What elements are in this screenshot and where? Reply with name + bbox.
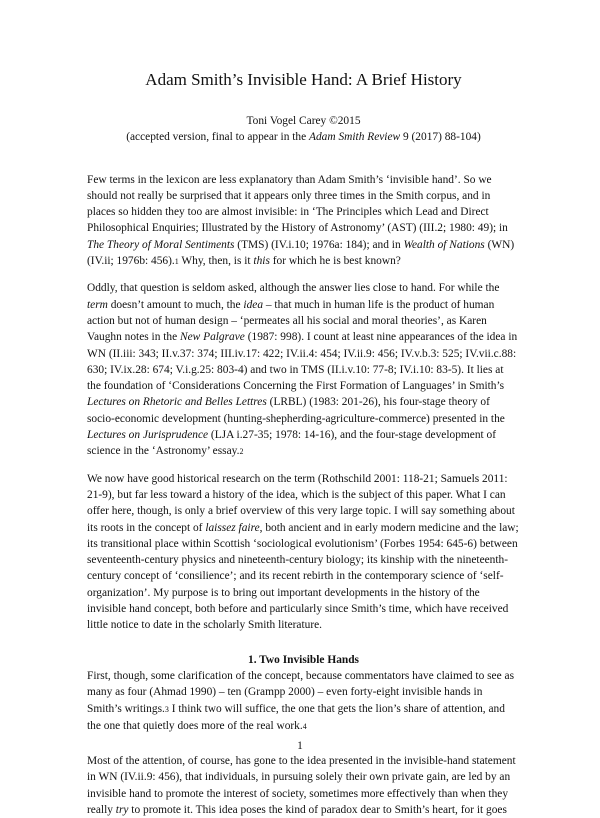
paragraph-2 (87, 280, 520, 460)
publication-note (87, 129, 520, 145)
section-heading: 1. Two Invisible Hands (248, 653, 359, 666)
text-run: (WN) (IV.ii; 1976b: 456). (87, 238, 515, 268)
paragraph-5 (87, 753, 520, 818)
italic-title: Lectures on Jurisprudence (87, 429, 209, 442)
italic-term: laissez faire (205, 521, 260, 534)
italic-emphasis: this (253, 255, 270, 268)
paragraph-4 (87, 668, 520, 735)
text-run: Oddly, that question is seldom asked, although the answer lies close to hand. For while the (87, 282, 500, 295)
text-run: We now have good historical research on the term (Rothschild 2001: 118-21; Samuels 2011: 21-9), but far less toward a history of the idea, which is the subject of this paper. What I can offer here, though, is only a brief overview of this very large topic. I will say something about its roots in the concept of (87, 472, 515, 534)
text-run: , both ancient and in early modern medicine and the law; its transitional place within Scottish ‘sociological evolutionism’ (Forbes 1954: 645-6) between seventeenth-century physics and nineteenth-century biology; its kinship with the nineteenth-century concept of ‘consilience’; and its recent rebirth in the contemporary science of ‘self-organization’. My purpose is to bring out important developments in the history of the invisible hand concept, both before and particularly since Smith’s time, which have received little notice to date in the scholarly Smith literature. (87, 521, 519, 632)
paragraph-1 (87, 172, 520, 271)
text-run: (TMS) (IV.i.10; 1976a: 184); and in (234, 238, 404, 251)
italic-title: New Palgrave (180, 331, 245, 344)
footnote-marker[interactable]: 1 (174, 257, 179, 267)
text-run: (LRBL) (1983: 201-26), his four-stage theory of socio-economic development (hunting-shepherding-agriculture-commerce) presented in the (87, 396, 505, 425)
paper-title: Adam Smith’s Invisible Hand: A Brief History (145, 70, 462, 89)
italic-title: Wealth of Nations (403, 238, 485, 251)
publication-suffix: 9 (2017) 88-104) (400, 131, 481, 144)
text-run: for which he is best known? (269, 255, 401, 268)
text-run: First, though, some clarification of the concept, because commentators have claimed to see as many as four (Ahmad 1990) – ten (Grampp 2000) – even forty-eight invisible hands in Smith’s writings. (87, 669, 515, 715)
text-run: Why, then, is it (178, 255, 254, 268)
italic-emphasis: term (87, 298, 108, 311)
text-run: – that much in human life is the product of human action but not of human design – ‘permeates all his social and moral theories’, as Karen Vaughn notes in the (87, 298, 495, 344)
footnote-marker[interactable]: 3 (164, 704, 169, 714)
text-run: I think two will suffice, the one that gets the lion’s share of attention, and the one that quietly does more of the real work. (87, 702, 505, 732)
text-run: Few terms in the lexicon are less explanatory than Adam Smith’s ‘invisible hand’. So we should not really be surprised that it appears only three times in the Smith corpus, and in places so hidden they too are almost invisible: in ‘The Principles which Lead and Direct Philosophical Enquiries; Illustrated by the History of Astronomy’ (AST) (III.2; 1980: 49); in (87, 173, 508, 235)
footnote-marker[interactable]: 4 (302, 721, 307, 731)
page-number: 1 (297, 740, 303, 752)
text-run: doesn’t amount to much, the (107, 298, 244, 311)
italic-emphasis: idea (243, 298, 264, 311)
text-run: Most of the attention, of course, has gone to the idea presented in the invisible-hand statement in WN (IV.ii.9: 456), that individuals, in pursuing solely their own private gain, are led by an invisible hand to promote the interest of society, sometimes more effectively than when they really (87, 755, 516, 816)
text-run: (LJA i.27-35; 1978: 14-16), and the four-stage development of science in the ‘Astronomy’ essay. (87, 429, 497, 458)
paragraph-3 (87, 471, 520, 634)
italic-emphasis: try (115, 803, 129, 816)
author-line: Toni Vogel Carey ©2015 (246, 115, 361, 127)
italic-title: Lectures on Rhetoric and Belles Lettres (87, 396, 267, 409)
text-run: to promote it. This idea poses the kind of paradox dear to Smith’s heart, for it goes (128, 803, 507, 816)
journal-name: Adam Smith Review (309, 131, 401, 144)
publication-prefix: (accepted version, final to appear in the (126, 131, 310, 144)
italic-title: The Theory of Moral Sentiments (87, 238, 235, 251)
footnote-marker[interactable]: 2 (239, 447, 244, 457)
text-run: (1987: 998). I count at least nine appearances of the idea in WN (II.iii: 343; II.v.37: 374; III.iv.17: 422; IV.ii.4: 454; IV.ii.9: 456; IV.v.b.3: 525; IV.vii.c.88: 630; IV.ix.28: 674; V.i.g.25: 803-4) and two in TMS (II.i.v.10: 77-8; IV.i.10: 83-5). It lies at the foundation of ‘Considerations Concerning the First Formation of Languages’ in Smith’s (87, 331, 518, 393)
byline (87, 113, 520, 146)
